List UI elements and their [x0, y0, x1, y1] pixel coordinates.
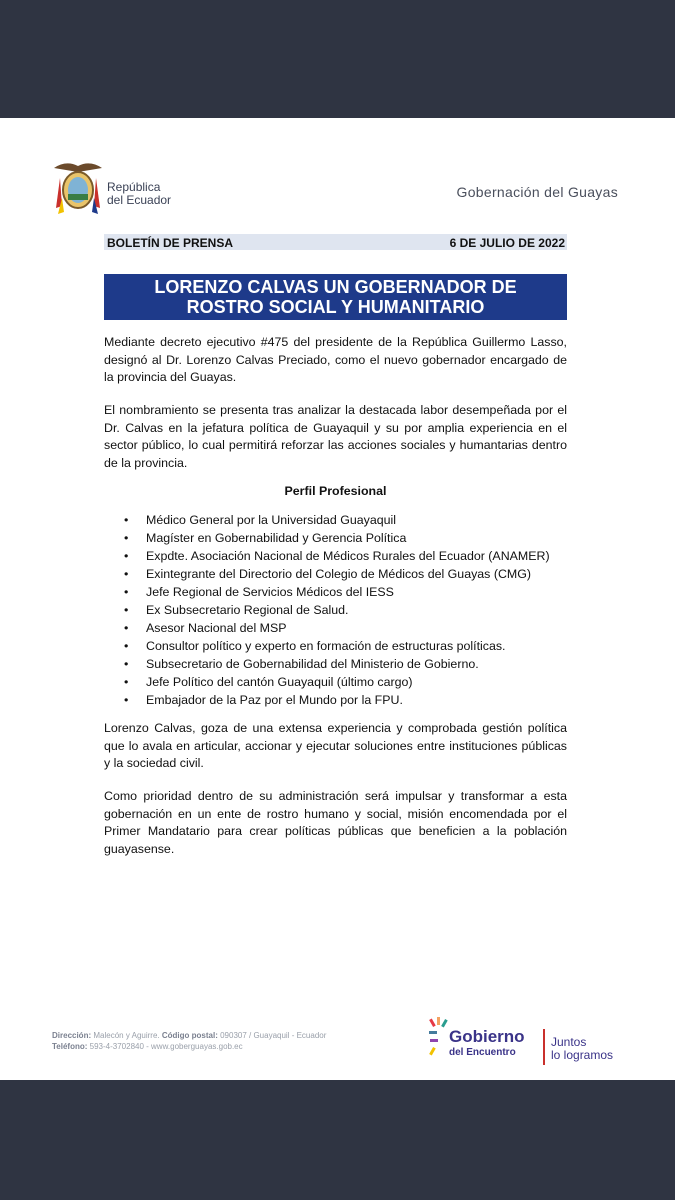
phone-value: 593-4-3702840 - www.goberguayas.gob.ec — [89, 1042, 243, 1051]
bulletin-date: 6 DE JULIO DE 2022 — [449, 236, 565, 250]
address-value: Malecón y Aguirre. — [93, 1031, 160, 1040]
address-label: Dirección: — [52, 1031, 92, 1040]
list-item: • Embajador de la Paz por el Mundo por la FPU. — [104, 691, 567, 709]
list-item: • Exintegrante del Directorio del Colegio de Médicos del Guayas (CMG) — [104, 565, 567, 583]
profile-list — [104, 511, 567, 709]
gobierno-del-encuentro-logo — [429, 1015, 629, 1069]
republica-del-ecuador-label — [107, 181, 171, 207]
tagline-line-1: Juntos — [551, 1035, 587, 1049]
list-item: • Expdte. Asociación Nacional de Médicos Rurales del Ecuador (ANAMER) — [104, 547, 567, 565]
paragraph-1: Mediante decreto ejecutivo #475 del presidente de la República Guillermo Lasso, designó al Dr. Lorenzo Calvas Preciado, como el nuevo gobernador encargado de la provincia del Guayas. — [104, 335, 567, 384]
section-title: Perfil Profesional — [284, 484, 387, 498]
list-item: • Subsecretario de Gobernabilidad del Ministerio de Gobierno. — [104, 655, 567, 673]
headline-line-2: ROSTRO SOCIAL Y HUMANITARIO — [186, 297, 485, 317]
paragraph-2: El nombramiento se presenta tras analizar la destacada labor desempeñada por el Dr. Calvas en la jefatura política de Guayaquil y su por amplia experiencia en el sector público, lo cual permitirá reforzar las acciones sociales y humantarias dentro de la provincia. — [104, 403, 567, 470]
logo-subtitle: del Encuentro — [449, 1047, 516, 1058]
office-title: Gobernación del Guayas — [456, 184, 618, 200]
footer-contact — [52, 1030, 326, 1052]
list-item: • Jefe Político del cantón Guayaquil (último cargo) — [104, 673, 567, 691]
logo-name: Gobierno — [449, 1027, 525, 1046]
list-item: • Ex Subsecretario Regional de Salud. — [104, 601, 567, 619]
ecuador-coat-of-arms-icon — [52, 158, 104, 216]
list-item: • Asesor Nacional del MSP — [104, 619, 567, 637]
list-item: • Jefe Regional de Servicios Médicos del IESS — [104, 583, 567, 601]
postal-value: 090307 / Guayaquil - Ecuador — [220, 1031, 327, 1040]
footer-address-line — [52, 1030, 326, 1041]
paragraph-4: Como prioridad dentro de su administración será impulsar y transformar a esta gobernación en un ente de rostro humano y social, misión encomendada por el Primer Mandatario para crear políticas públicas que beneficien a la población guayasense. — [104, 789, 567, 856]
logo-divider — [543, 1029, 545, 1065]
headline-line-1: LORENZO CALVAS UN GOBERNADOR DE — [154, 277, 517, 297]
headline-banner — [104, 274, 567, 320]
list-item: • Magíster en Gobernabilidad y Gerencia Política — [104, 529, 567, 547]
list-item: • Consultor político y experto en formación de estructuras políticas. — [104, 637, 567, 655]
postal-label: Código postal: — [161, 1031, 218, 1040]
country-line-2: del Ecuador — [107, 193, 172, 207]
starburst-icon — [429, 1017, 451, 1057]
bulletin-label: BOLETÍN DE PRENSA — [107, 236, 234, 250]
phone-label: Teléfono: — [52, 1042, 88, 1051]
country-line-1: República — [107, 180, 161, 194]
paragraph-3: Lorenzo Calvas, goza de una extensa experiencia y comprobada gestión política que lo avala en articular, accionar y ejecutar soluciones entre instituciones públicas y la sociedad civil. — [104, 721, 567, 770]
list-item: • Médico General por la Universidad Guayaquil — [104, 511, 567, 529]
bulletin-bar — [104, 234, 567, 250]
press-release-page — [0, 118, 675, 1080]
tagline-line-2: lo logramos — [551, 1048, 614, 1062]
footer-phone-line — [52, 1041, 326, 1052]
logo-tagline — [551, 1036, 613, 1062]
